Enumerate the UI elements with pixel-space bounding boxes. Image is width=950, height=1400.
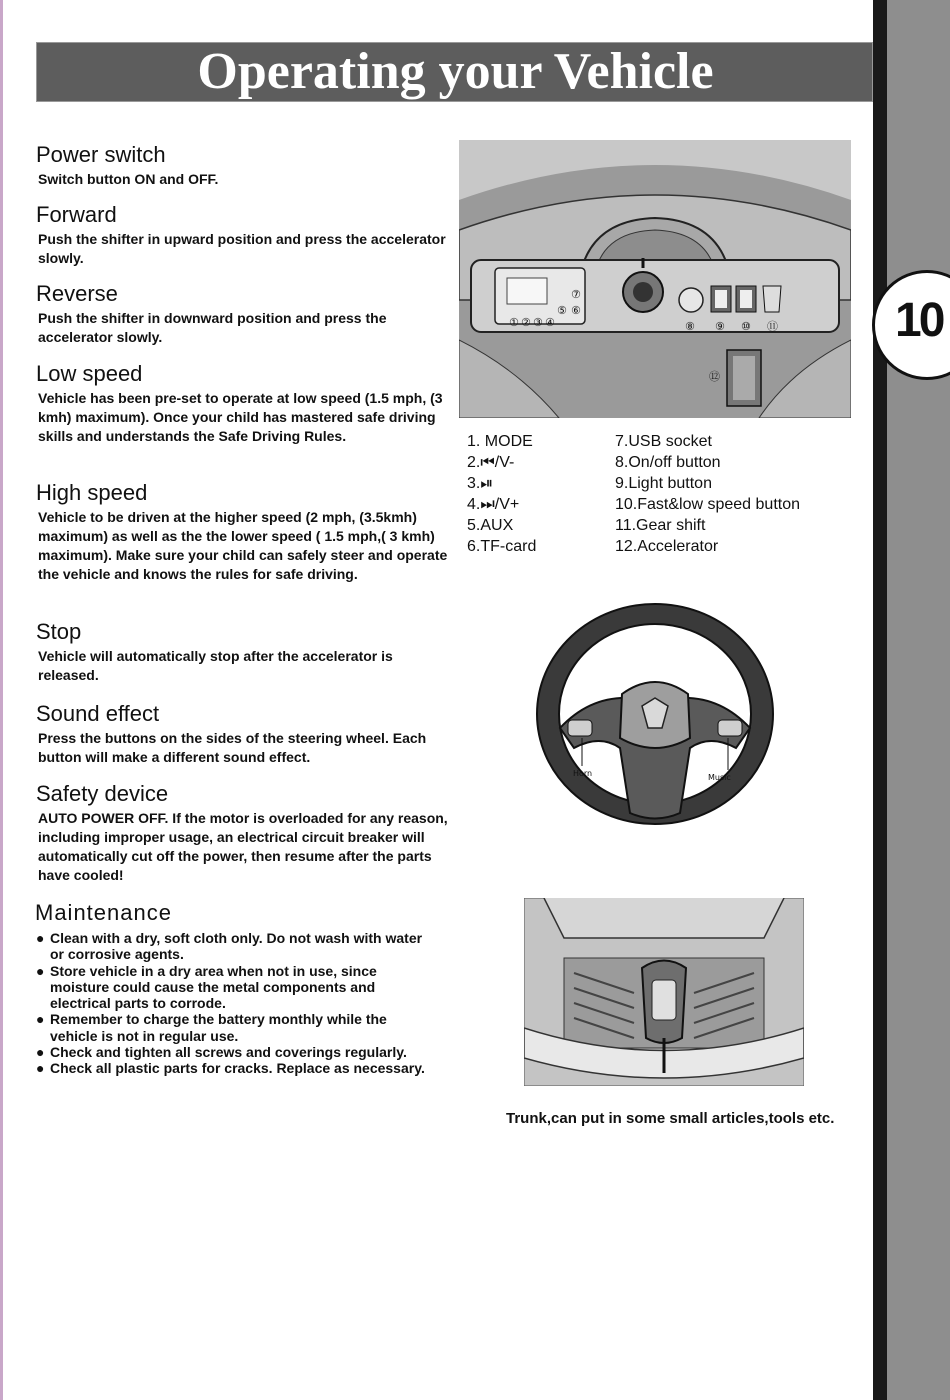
callout-9: ⑨: [715, 320, 725, 333]
section-sound-effect: [36, 701, 456, 767]
section-safety-device: [36, 781, 456, 885]
list-item: ● Check and tighten all screws and coverings regularly.: [36, 1044, 407, 1061]
section-power-switch: [36, 142, 456, 189]
callout-5: ⑤: [557, 304, 567, 317]
section-reverse: [36, 281, 456, 347]
callout-12: ⑫: [709, 370, 720, 383]
bullet-icon: ●: [36, 1060, 45, 1077]
dashboard-illustration: [459, 140, 851, 418]
list-item: ● Remember to charge the battery monthly while the vehicle is not in regular use.: [36, 1011, 387, 1044]
legend-item: 1. MODE: [467, 433, 533, 450]
section-stop: [36, 619, 456, 685]
section-body: AUTO POWER OFF. If the motor is overloaded for any reason, including improper usage, an electrical circuit breaker will automatically cut off the power, then resume after the parts have cooled!: [38, 810, 448, 883]
callout-6: ⑥: [571, 304, 581, 317]
section-heading: Stop: [36, 619, 82, 644]
section-heading: Forward: [36, 202, 117, 227]
callout-8: ⑧: [685, 320, 695, 333]
legend-item: 6.TF-card: [467, 538, 537, 555]
callout-3: ③: [533, 316, 543, 329]
callout-10: ⑩: [741, 320, 751, 333]
section-body: Vehicle has been pre-set to operate at low speed (1.5 mph, (3 kmh) maximum). Once your child has mastered safe driving skills and understands the Safe Driving Rules.: [38, 390, 443, 444]
section-heading: Sound effect: [36, 701, 160, 726]
dashboard-legend-left: [467, 431, 536, 557]
legend-item: 11.Gear shift: [615, 517, 706, 534]
page-title: Operating your Vehicle: [197, 43, 714, 100]
legend-item: 7.USB socket: [615, 433, 712, 450]
legend-item: 5.AUX: [467, 517, 514, 534]
dashboard-legend-right: [615, 431, 800, 557]
trunk-illustration: [524, 898, 804, 1086]
right-margin-bar: [873, 0, 887, 1400]
section-body: Switch button ON and OFF.: [38, 171, 219, 187]
trunk-caption: Trunk,can put in some small articles,tools etc.: [506, 1110, 835, 1127]
section-body: Vehicle to be driven at the higher speed (2 mph, (3.5kmh) maximum) as well as the the lower speed ( 1.5 mph,( 3 kmh) maximum). Make sure your child can safely steer and operate the vehicle and knows the rules for safe driving.: [38, 509, 448, 582]
section-high-speed: [36, 480, 456, 584]
list-item: ● Check all plastic parts for cracks. Replace as necessary.: [36, 1060, 425, 1077]
section-heading: Power switch: [36, 142, 166, 167]
page-number: 10: [895, 294, 943, 347]
title-banner: [36, 42, 873, 102]
maintenance-heading: Maintenance: [35, 900, 172, 925]
section-forward: [36, 202, 456, 268]
callout-7: ⑦: [571, 288, 581, 301]
callout-2: ②: [521, 316, 531, 329]
section-body: Push the shifter in upward position and press the accelerator slowly.: [38, 231, 446, 266]
music-label: Music: [708, 773, 731, 782]
legend-item: 9.Light button: [615, 475, 712, 492]
bullet-icon: ●: [36, 1044, 45, 1061]
bullet-icon: ●: [36, 930, 45, 946]
list-item: ● Clean with a dry, soft cloth only. Do not wash with water or corrosive agents.: [36, 930, 423, 963]
legend-item: 10.Fast&low speed button: [615, 496, 801, 513]
callout-4: ④: [545, 316, 555, 329]
bullet-icon: ●: [36, 962, 45, 979]
section-heading: High speed: [36, 480, 148, 505]
callout-1: ①: [509, 316, 519, 329]
legend-item: 8.On/off button: [615, 454, 721, 471]
section-body: Vehicle will automatically stop after the accelerator is released.: [38, 648, 393, 683]
section-low-speed: [36, 361, 456, 446]
legend-item: 12.Accelerator: [615, 538, 719, 555]
section-heading: Safety device: [36, 781, 169, 806]
horn-label: Horn: [573, 769, 593, 778]
list-item: ● Store vehicle in a dry area when not in use, since moisture could cause the metal components and electrical parts to corrode.: [36, 962, 377, 1012]
legend-item: 3.⏯: [467, 475, 494, 492]
maintenance-list: [36, 930, 436, 1077]
section-heading: Low speed: [36, 361, 143, 386]
section-body: Push the shifter in downward position and press the accelerator slowly.: [38, 310, 387, 345]
section-heading: Reverse: [36, 281, 118, 306]
page-edge: [0, 0, 3, 1400]
legend-item: 2.⏮/V-: [467, 454, 515, 471]
bullet-icon: ●: [36, 1011, 45, 1028]
right-margin-band: [887, 0, 950, 1400]
legend-item: 4.⏭/V+: [467, 496, 520, 513]
steering-wheel-illustration: [530, 598, 780, 830]
section-body: Press the buttons on the sides of the steering wheel. Each button will make a different sound effect.: [38, 730, 427, 765]
callout-11: ⑪: [767, 320, 778, 333]
